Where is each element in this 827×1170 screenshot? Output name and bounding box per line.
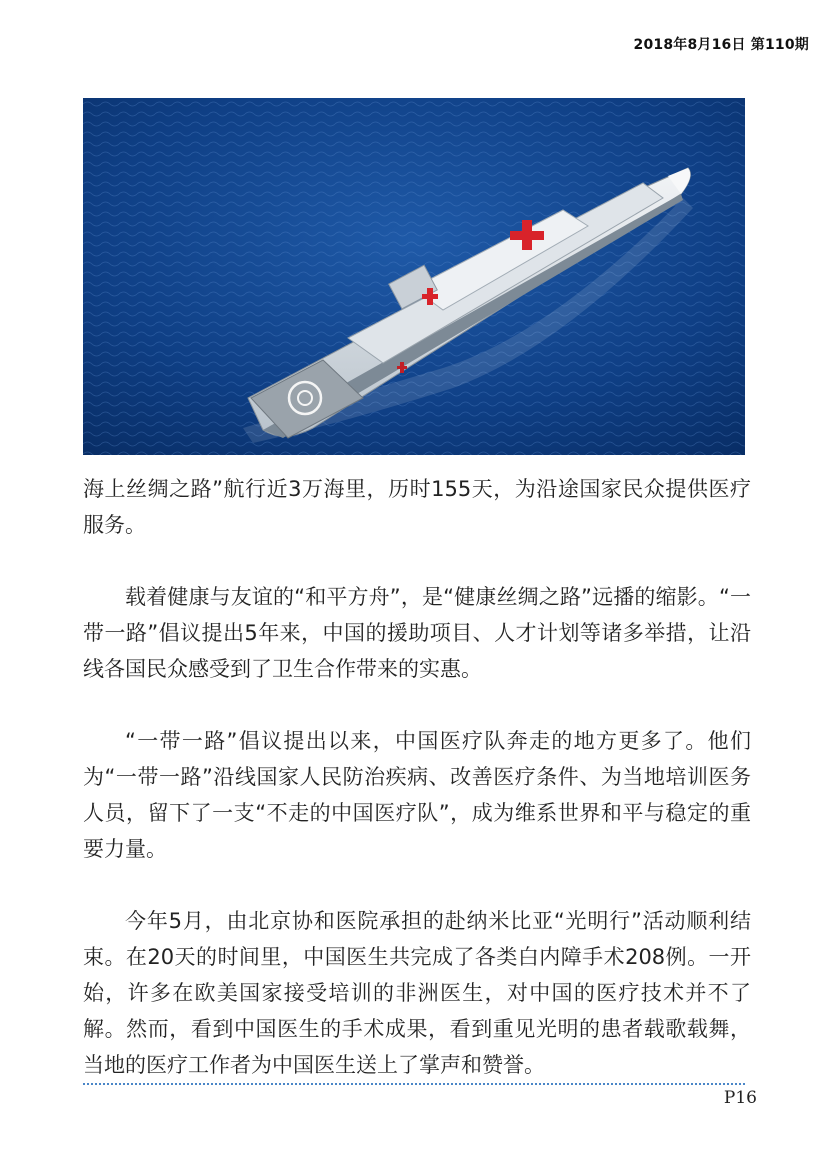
- footer-divider: [83, 1083, 745, 1085]
- issue-date: 2018年8月16日 第110期: [633, 37, 809, 53]
- hospital-ship-photo: [83, 98, 745, 455]
- page-number: P16: [723, 1088, 757, 1108]
- article-body: [83, 471, 751, 1119]
- paragraph: 载着健康与友谊的“和平方舟”，是“健康丝绸之路”远播的缩影。“一带一路”倡议提出5年来，中国的援助项目、人才计划等诸多举措，让沿线各国民众感受到了卫生合作带来的实惠。: [83, 585, 751, 681]
- paragraph: “一带一路”倡议提出以来，中国医疗队奔走的地方更多了。他们为“一带一路”沿线国家人民防治疾病、改善医疗条件、为当地培训医务人员，留下了一支“不走的中国医疗队”，成为维系世界和平与稳定的重要力量。: [83, 729, 751, 861]
- paragraph: 海上丝绸之路”航行近3万海里，历时155天，为沿途国家民众提供医疗服务。: [83, 477, 751, 537]
- paragraph: 今年5月，由北京协和医院承担的赴纳米比亚“光明行”活动顺利结束。在20天的时间里，中国医生共完成了各类白内障手术208例。一开始，许多在欧美国家接受培训的非洲医生，对中国的医疗技术并不了解。然而，看到中国医生的手术成果，看到重见光明的患者载歌载舞，当地的医疗工作者为中国医生送上了掌声和赞誉。: [83, 909, 751, 1077]
- ship-illustration: [83, 98, 745, 455]
